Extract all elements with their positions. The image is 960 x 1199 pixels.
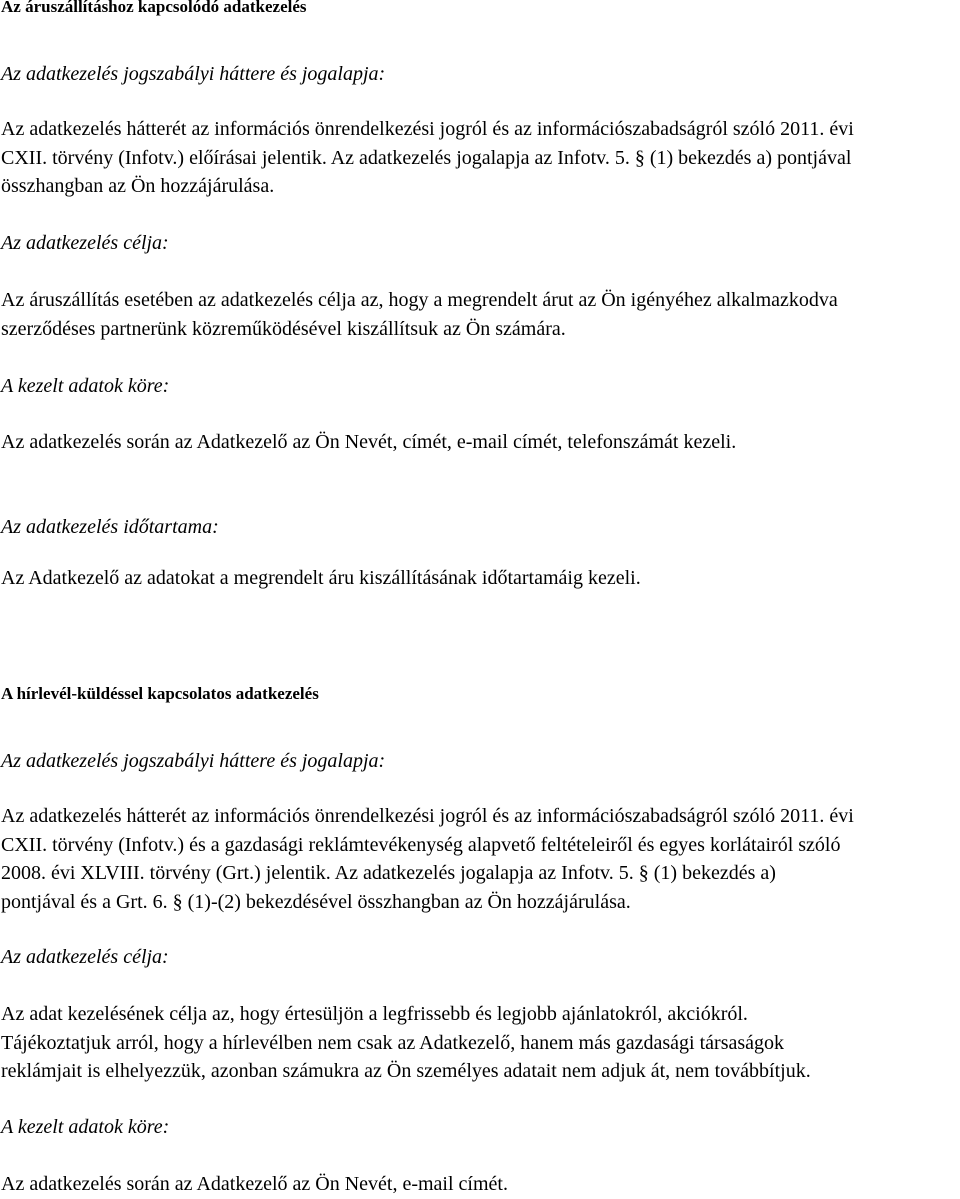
paragraph-line: CXII. törvény (Infotv.) előírásai jelentik. Az adatkezelés jogalapja az Infotv. 5. § (1) bekezdés a) pontjával	[1, 146, 852, 169]
section-heading: Az adatkezelés jogszabályi háttere és jogalapja:	[1, 750, 386, 772]
paragraph	[1, 286, 959, 343]
section-heading: Az adatkezelés célja:	[1, 946, 169, 968]
paragraph-line: Az adatkezelés során az Adatkezelő az Ön Nevét, e-mail címét.	[1, 1173, 508, 1195]
paragraph-line: Az adatkezelés hátterét az információs önrendelkezési jogról és az információszabadságról szóló 2011. évi	[1, 805, 854, 827]
paragraph-line: Az adat kezelésének célja az, hogy értesüljön a legfrissebb és legjobb ajánlatokról, akciókról.	[1, 1003, 748, 1025]
paragraph	[1, 1000, 959, 1086]
section-heading: A kezelt adatok köre:	[1, 375, 170, 397]
paragraph-line: Tájékoztatjuk arról, hogy a hírlevélben nem csak az Adatkezelő, hanem más gazdasági társaságok	[1, 1031, 785, 1054]
section-heading: Az adatkezelés célja:	[1, 232, 169, 254]
paragraph-line: Az áruszállítás esetében az adatkezelés célja az, hogy a megrendelt árut az Ön igényéhez alkalmazkodva	[1, 289, 838, 311]
paragraph-line: reklámjait is elhelyezzük, azonban számukra az Ön személyes adatait nem adjuk át, nem továbbítjuk.	[1, 1060, 811, 1083]
paragraph-line: szerződéses partnerünk közreműködésével kiszállítsuk az Ön számára.	[1, 317, 566, 340]
section-title: Az áruszállításhoz kapcsolódó adatkezelés	[1, 0, 307, 16]
paragraph	[1, 802, 959, 916]
paragraph-line: Az adatkezelés során az Adatkezelő az Ön Nevét, címét, e-mail címét, telefonszámát kezeli.	[1, 431, 737, 453]
paragraph-line: pontjával és a Grt. 6. § (1)-(2) bekezdésével összhangban az Ön hozzájárulása.	[1, 890, 631, 913]
section-heading: A kezelt adatok köre:	[1, 1116, 170, 1138]
section-heading: Az adatkezelés időtartama:	[1, 516, 219, 538]
paragraph	[1, 115, 959, 201]
section-heading: Az adatkezelés jogszabályi háttere és jogalapja:	[1, 63, 386, 85]
paragraph	[1, 428, 959, 457]
paragraph-line: 2008. évi XLVIII. törvény (Grt.) jelentik. Az adatkezelés jogalapja az Infotv. 5. § (1) bekezdés a)	[1, 862, 776, 885]
paragraph-line: CXII. törvény (Infotv.) és a gazdasági reklámtevékenység alapvető feltételeiről és egyes korlátairól szóló	[1, 833, 841, 856]
section-title: A hírlevél-küldéssel kapcsolatos adatkezelés	[1, 684, 319, 703]
paragraph-line: összhangban az Ön hozzájárulása.	[1, 175, 275, 198]
paragraph-line: Az Adatkezelő az adatokat a megrendelt áru kiszállításának időtartamáig kezeli.	[1, 567, 641, 589]
paragraph	[1, 1170, 959, 1199]
paragraph-line: Az adatkezelés hátterét az információs önrendelkezési jogról és az információszabadságról szóló 2011. évi	[1, 118, 854, 140]
paragraph	[1, 564, 959, 593]
